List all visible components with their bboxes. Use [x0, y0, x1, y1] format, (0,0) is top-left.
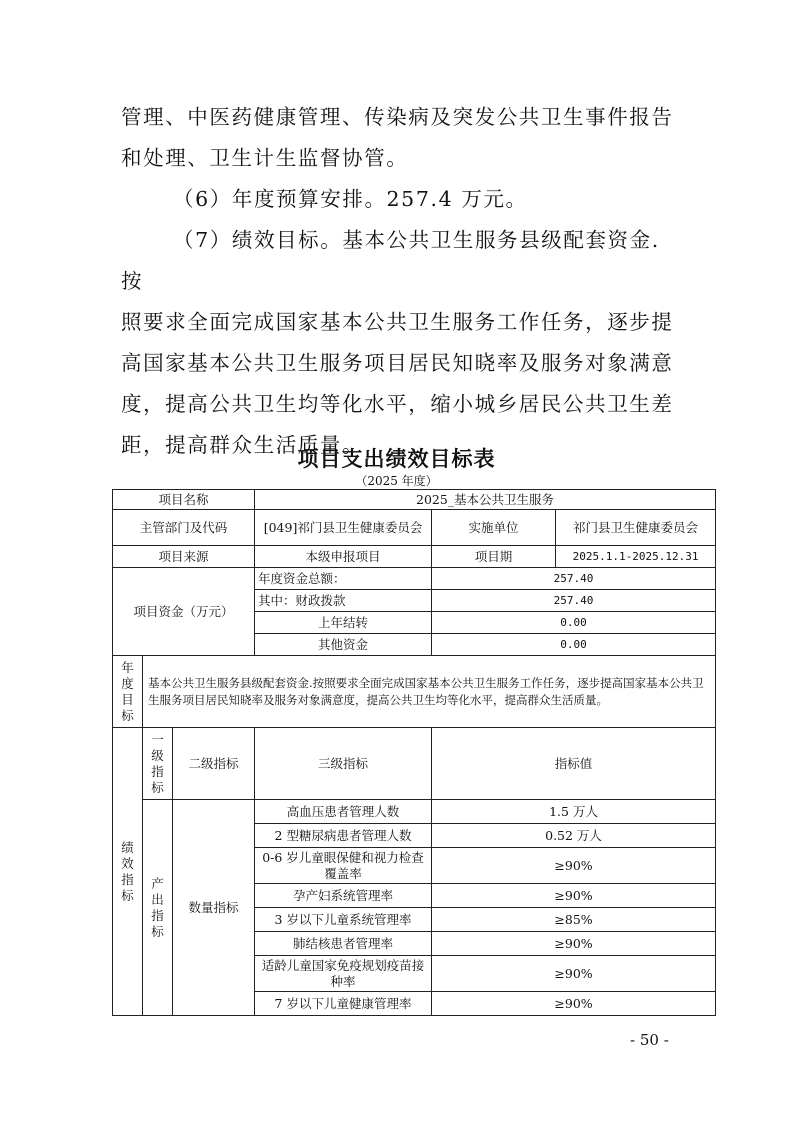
- indicator-value: ≥90%: [432, 932, 716, 956]
- goal-label: 年度目标: [113, 656, 143, 728]
- level1-output: 产出指标: [143, 800, 173, 1016]
- page-number: - 50 -: [630, 1031, 669, 1049]
- funds-fiscal-value: 257.40: [432, 590, 716, 612]
- indicator-name: 2 型糖尿病患者管理人数: [255, 824, 432, 848]
- funds-other-value: 0.00: [432, 634, 716, 656]
- source-label: 项目来源: [113, 546, 255, 568]
- level2-quantity: 数量指标: [173, 800, 255, 1016]
- project-name-value: 2025_基本公共卫生服务: [255, 490, 716, 510]
- indicator-value: ≥85%: [432, 908, 716, 932]
- goal-text: 基本公共卫生服务县级配套资金.按照要求全面完成国家基本公共卫生服务工作任务，逐步提高国家基本公共卫生服务项目居民知晓率及服务对象满意度，提高公共卫生均等化水平，提高群众生活质量。: [143, 656, 716, 728]
- funds-total-value: 257.40: [432, 568, 716, 590]
- project-name-label: 项目名称: [113, 490, 255, 510]
- value-header: 指标值: [432, 728, 716, 800]
- funds-label: 项目资金（万元）: [113, 568, 255, 656]
- perf-indicator-label: 绩效指标: [113, 728, 143, 1016]
- indicator-value: 1.5 万人: [432, 800, 716, 824]
- performance-target-table: [112, 489, 716, 1016]
- paragraph-performance-goal-rest: 照要求全面完成国家基本公共卫生服务工作任务，逐步提高国家基本公共卫生服务项目居民知晓率及服务对象满意度，提高公共卫生均等化水平，缩小城乡居民公共卫生差距，提高群众生活质量。: [121, 310, 674, 457]
- level1-header: 一级指标: [143, 728, 173, 800]
- indicator-value: 0.52 万人: [432, 824, 716, 848]
- table-title: 项目支出绩效目标表: [297, 447, 496, 471]
- funds-prev-label: 上年结转: [255, 612, 432, 634]
- paragraph-performance-goal-first-line: （7）绩效目标。基本公共卫生服务县级配套资金.按: [121, 228, 660, 293]
- paragraph-health-services: 管理、中医药健康管理、传染病及突发公共卫生事件报告和处理、卫生计生监督协管。: [121, 105, 674, 170]
- indicator-value: ≥90%: [432, 848, 716, 884]
- source-value: 本级申报项目: [255, 546, 432, 568]
- indicator-name: 0-6 岁儿童眼保健和视力检查覆盖率: [255, 848, 432, 884]
- indicator-value: ≥90%: [432, 992, 716, 1016]
- dept-label: 主管部门及代码: [113, 510, 255, 546]
- impl-unit-label: 实施单位: [432, 510, 556, 546]
- indicator-name: 3 岁以下儿童系统管理率: [255, 908, 432, 932]
- indicator-name: 高血压患者管理人数: [255, 800, 432, 824]
- period-value: 2025.1.1-2025.12.31: [556, 546, 716, 568]
- table-subtitle: （2025 年度）: [355, 474, 438, 488]
- period-label: 项目期: [432, 546, 556, 568]
- indicator-value: ≥90%: [432, 956, 716, 992]
- dept-value: [049]祁门县卫生健康委员会: [255, 510, 432, 546]
- level2-header: 二级指标: [173, 728, 255, 800]
- impl-unit-value: 祁门县卫生健康委员会: [556, 510, 716, 546]
- level3-header: 三级指标: [255, 728, 432, 800]
- indicator-value: ≥90%: [432, 884, 716, 908]
- funds-prev-value: 0.00: [432, 612, 716, 634]
- funds-other-label: 其他资金: [255, 634, 432, 656]
- paragraph-budget: （6）年度预算安排。257.4 万元。: [173, 187, 528, 211]
- indicator-name: 肺结核患者管理率: [255, 932, 432, 956]
- indicator-name: 孕产妇系统管理率: [255, 884, 432, 908]
- paragraph-performance-goal: [121, 220, 681, 466]
- funds-fiscal-label: 其中：财政拨款: [255, 590, 432, 612]
- indicator-name: 7 岁以下儿童健康管理率: [255, 992, 432, 1016]
- indicator-name: 适龄儿童国家免疫规划疫苗接种率: [255, 956, 432, 992]
- funds-total-label: 年度资金总额：: [255, 568, 432, 590]
